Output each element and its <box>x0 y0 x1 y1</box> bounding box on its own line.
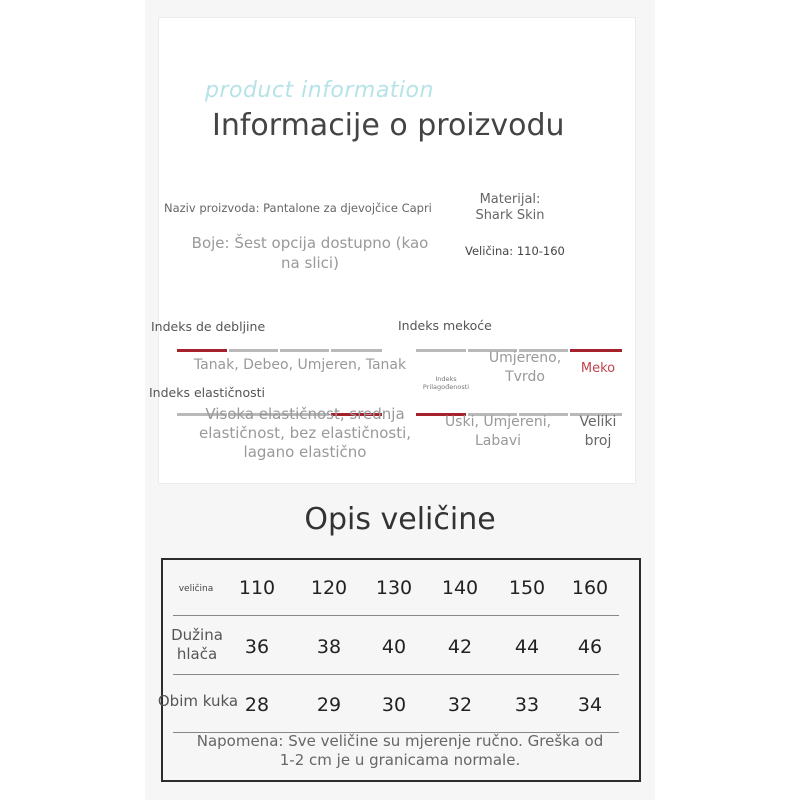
table-divider <box>173 674 619 675</box>
script-title: product information <box>205 78 434 103</box>
thickness-scale-bar <box>177 349 382 352</box>
scale-segment <box>229 349 278 352</box>
size-range: Veličina: 110-160 <box>465 244 565 258</box>
length-cell: 36 <box>244 636 270 658</box>
size-cell: 110 <box>238 577 276 599</box>
size-cell: 140 <box>441 577 479 599</box>
size-cell: 160 <box>571 577 609 599</box>
length-cell: 40 <box>381 636 407 658</box>
hip-cell: 29 <box>316 694 342 716</box>
thickness-scale-labels: Tanak, Debeo, Umjeren, Tanak <box>193 357 407 373</box>
colors-info: Boje: Šest opcija dostupno (kao na slici) <box>191 234 429 272</box>
elasticity-scale-labels: Visoka elastičnost, srednja elastičnost, bez elastičnosti, lagano elastično <box>198 405 412 461</box>
table-divider <box>173 615 619 616</box>
material-label: Materijal: <box>479 192 541 207</box>
thickness-index-label: Indeks de debljine <box>151 319 266 334</box>
page-title: Informacije o proizvodu <box>212 108 565 143</box>
softness-selected-label: Meko <box>580 361 616 376</box>
elasticity-index-label: Indeks elastičnosti <box>149 385 265 400</box>
fit-scale-labels: Uski, Umjereni, Labavi <box>444 414 552 449</box>
scale-segment <box>416 349 466 352</box>
scale-segment <box>177 349 227 352</box>
hip-cell: 28 <box>244 694 270 716</box>
length-cell: 44 <box>514 636 540 658</box>
scale-segment <box>570 349 622 352</box>
hip-cell: 30 <box>381 694 407 716</box>
length-cell: 42 <box>447 636 473 658</box>
scale-segment <box>280 349 329 352</box>
size-section-title: Opis veličine <box>304 502 496 537</box>
hip-cell: 32 <box>447 694 473 716</box>
hip-cell: 33 <box>514 694 540 716</box>
length-cell: 38 <box>316 636 342 658</box>
material-info <box>460 192 560 224</box>
hip-cell: 34 <box>577 694 603 716</box>
hip-row-label: Obim kuka <box>157 692 239 710</box>
fit-index-label: Indeks Prilagođenosti <box>422 375 470 391</box>
softness-index-label: Indeks mekoće <box>398 318 492 333</box>
fit-last-label: Veliki broj <box>579 414 617 449</box>
length-cell: 46 <box>577 636 603 658</box>
size-cell: 150 <box>508 577 546 599</box>
length-row-label: Dužina hlača <box>171 626 223 663</box>
softness-scale-labels: Umjereno, Tvrdo <box>488 350 562 385</box>
scale-segment <box>331 349 382 352</box>
measurement-note: Napomena: Sve veličine su mjerenje ručno. Greška od 1-2 cm je u granicama normale. <box>196 732 604 769</box>
product-name: Naziv proizvoda: Pantalone za djevojčice Capri <box>164 201 432 215</box>
size-row-label: veličina <box>178 584 214 594</box>
material-value: Shark Skin <box>475 208 545 223</box>
size-cell: 130 <box>375 577 413 599</box>
size-cell: 120 <box>310 577 348 599</box>
